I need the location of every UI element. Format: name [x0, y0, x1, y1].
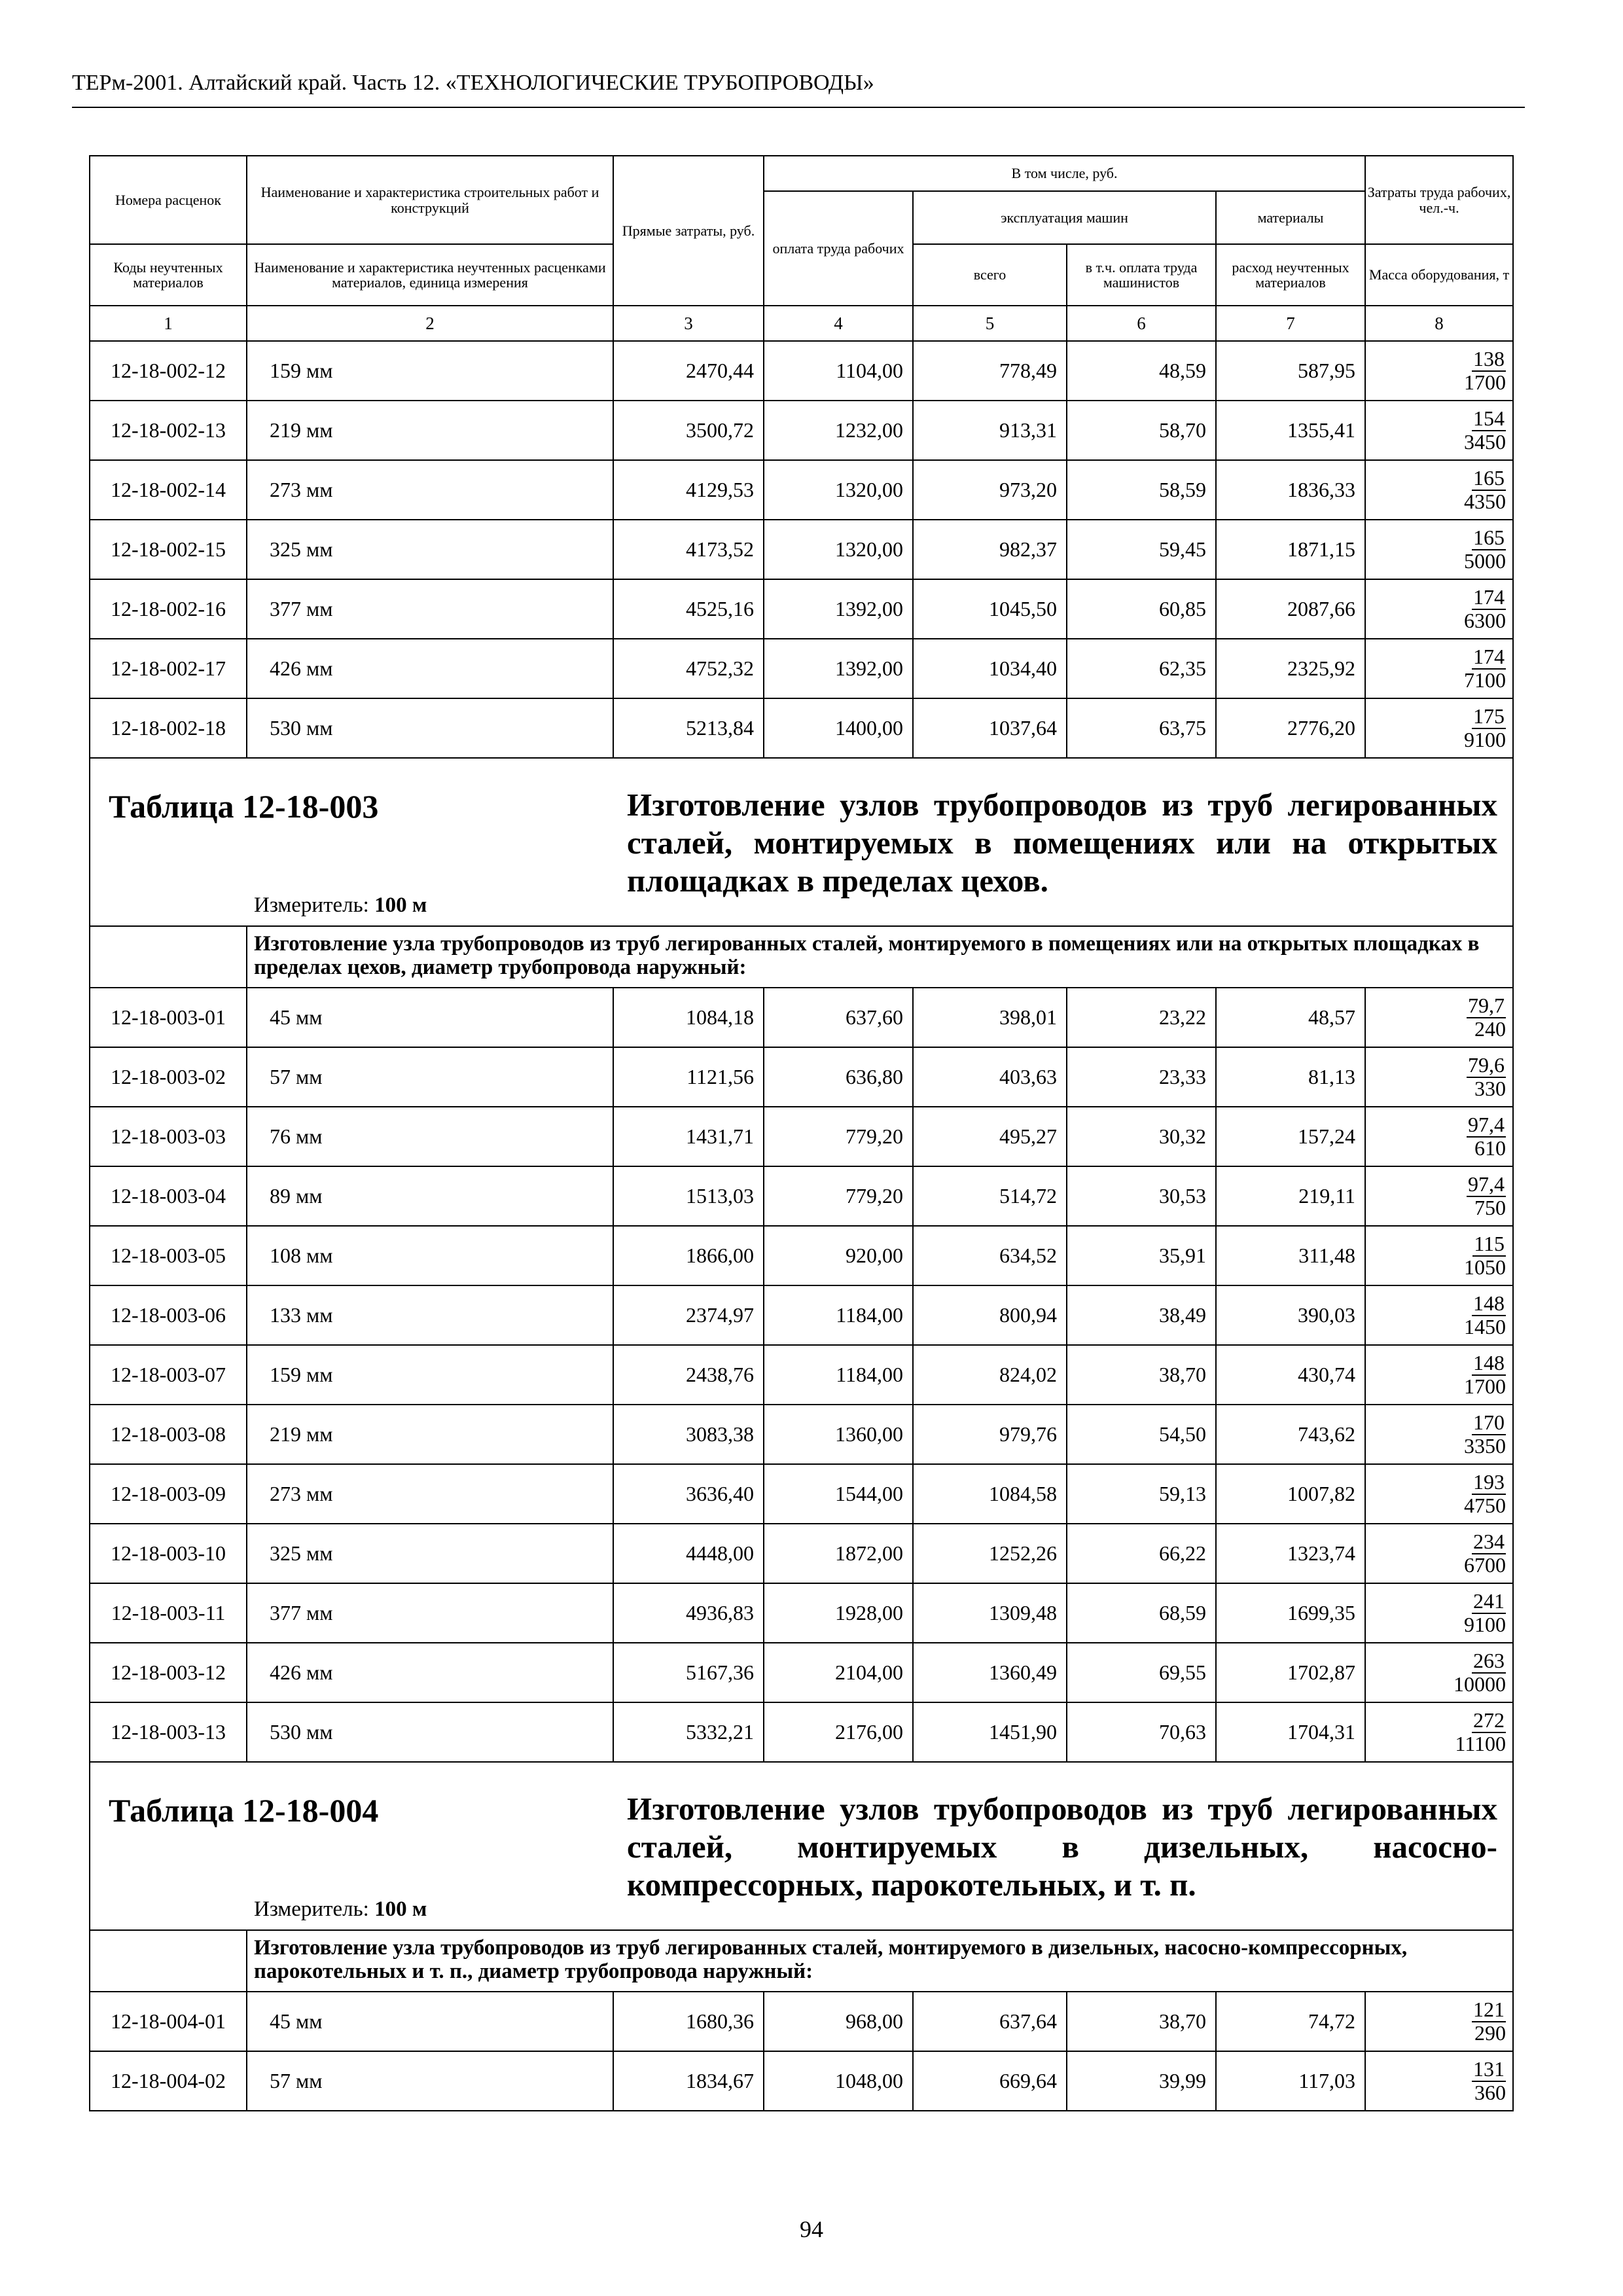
table-row [90, 1345, 1513, 1405]
labor-costs-value: 272 [1473, 1708, 1505, 1732]
rate-code: 12-18-002-13 [90, 401, 247, 460]
labor-mass-fraction [1365, 1405, 1513, 1464]
direct-costs: 3636,40 [613, 1464, 764, 1524]
running-header: ТЕРм-2001. Алтайский край. Часть 12. «ТЕХНОЛОГИЧЕСКИЕ ТРУБОПРОВОДЫ» [72, 71, 874, 95]
direct-costs: 4936,83 [613, 1583, 764, 1643]
col-equipment-mass: Масса оборудования, т [1365, 244, 1513, 306]
machinist-pay: 23,33 [1067, 1047, 1216, 1107]
materials-cost: 1699,35 [1216, 1583, 1365, 1643]
rate-code: 12-18-002-14 [90, 460, 247, 520]
labor-costs-value: 165 [1473, 525, 1505, 549]
labor-pay: 2176,00 [764, 1702, 913, 1762]
machines-total: 1451,90 [913, 1702, 1067, 1762]
materials-cost: 1007,82 [1216, 1464, 1365, 1524]
col-machinist-pay: в т.ч. оплата труда машинистов [1067, 244, 1216, 306]
machines-total: 1084,58 [913, 1464, 1067, 1524]
machinist-pay: 62,35 [1067, 639, 1216, 698]
materials-cost: 1836,33 [1216, 460, 1365, 520]
machines-total: 1309,48 [913, 1583, 1067, 1643]
machinist-pay: 39,99 [1067, 2051, 1216, 2111]
rate-name: 377 мм [247, 1583, 613, 1643]
col-rate-numbers: Номера расценок [90, 156, 247, 244]
table-title-block [90, 758, 1513, 926]
equipment-mass-value: 1700 [1464, 370, 1507, 394]
rate-code: 12-18-003-06 [90, 1285, 247, 1345]
machines-total: 979,76 [913, 1405, 1067, 1464]
materials-cost: 74,72 [1216, 1992, 1365, 2051]
col-machines: эксплуатация машин [913, 191, 1216, 244]
rate-name: 108 мм [247, 1226, 613, 1285]
labor-costs-value: 79,7 [1468, 993, 1505, 1017]
labor-pay: 1184,00 [764, 1285, 913, 1345]
labor-mass-fraction [1365, 460, 1513, 520]
rate-code: 12-18-004-02 [90, 2051, 247, 2111]
column-number: 3 [613, 306, 764, 341]
machinist-pay: 68,59 [1067, 1583, 1216, 1643]
col-including: В том числе, руб. [764, 156, 1365, 191]
labor-costs-value: 97,4 [1468, 1112, 1505, 1136]
direct-costs: 5332,21 [613, 1702, 764, 1762]
table-row [90, 401, 1513, 460]
direct-costs: 3083,38 [613, 1405, 764, 1464]
rate-code: 12-18-003-07 [90, 1345, 247, 1405]
table-row [90, 1702, 1513, 1762]
table-row [90, 1226, 1513, 1285]
rate-name: 426 мм [247, 1643, 613, 1702]
col-machines-total: всего [913, 244, 1067, 306]
labor-costs-value: 148 [1473, 1291, 1505, 1315]
labor-costs-value: 131 [1473, 2056, 1505, 2081]
labor-pay: 1392,00 [764, 579, 913, 639]
table-row [90, 460, 1513, 520]
direct-costs: 1866,00 [613, 1226, 764, 1285]
rate-code: 12-18-003-12 [90, 1643, 247, 1702]
labor-pay: 1184,00 [764, 1345, 913, 1405]
labor-pay: 1232,00 [764, 401, 913, 460]
table-row [90, 988, 1513, 1047]
direct-costs: 1431,71 [613, 1107, 764, 1166]
labor-pay: 1320,00 [764, 460, 913, 520]
rate-name: 219 мм [247, 401, 613, 460]
direct-costs: 2374,97 [613, 1285, 764, 1345]
materials-cost: 2087,66 [1216, 579, 1365, 639]
col-name-materials: Наименование и характеристика неучтенных расценками материалов, единица измерения [247, 244, 613, 306]
direct-costs: 4448,00 [613, 1524, 764, 1583]
machinist-pay: 66,22 [1067, 1524, 1216, 1583]
column-number: 6 [1067, 306, 1216, 341]
labor-costs-value: 121 [1473, 1997, 1505, 2021]
col-materials: материалы [1216, 191, 1365, 244]
machinist-pay: 38,49 [1067, 1285, 1216, 1345]
labor-mass-fraction [1365, 1166, 1513, 1226]
column-number: 4 [764, 306, 913, 341]
labor-mass-fraction [1365, 341, 1513, 401]
direct-costs: 1121,56 [613, 1047, 764, 1107]
col-name-works: Наименование и характеристика строительных работ и конструкций [247, 156, 613, 244]
labor-costs-value: 174 [1473, 584, 1505, 609]
col-unaccounted-materials: расход неучтенных материалов [1216, 244, 1365, 306]
rate-name: 57 мм [247, 2051, 613, 2111]
labor-pay: 1320,00 [764, 520, 913, 579]
rate-code: 12-18-003-01 [90, 988, 247, 1047]
rate-name: 159 мм [247, 341, 613, 401]
machines-total: 398,01 [913, 988, 1067, 1047]
equipment-mass-value: 360 [1474, 2080, 1507, 2104]
labor-costs-value: 241 [1473, 1588, 1505, 1613]
machinist-pay: 30,53 [1067, 1166, 1216, 1226]
column-number: 8 [1365, 306, 1513, 341]
table-row [90, 1405, 1513, 1464]
materials-cost: 1323,74 [1216, 1524, 1365, 1583]
table-name: Таблица 12-18-003 [109, 788, 379, 825]
labor-pay: 1928,00 [764, 1583, 913, 1643]
labor-costs-value: 234 [1473, 1529, 1505, 1553]
table-row [90, 1464, 1513, 1524]
col-direct-costs: Прямые затраты, руб. [613, 156, 764, 306]
labor-mass-fraction [1365, 1524, 1513, 1583]
direct-costs: 3500,72 [613, 401, 764, 460]
equipment-mass-value: 9100 [1464, 727, 1507, 751]
rates-table [89, 155, 1514, 2111]
equipment-mass-value: 4350 [1464, 489, 1507, 513]
equipment-mass-value: 3350 [1464, 1433, 1507, 1458]
materials-cost: 48,57 [1216, 988, 1365, 1047]
machines-total: 982,37 [913, 520, 1067, 579]
unit-value: 100 м [374, 1897, 427, 1921]
materials-cost: 2325,92 [1216, 639, 1365, 698]
rate-code: 12-18-004-01 [90, 1992, 247, 2051]
labor-mass-fraction [1365, 988, 1513, 1047]
materials-cost: 81,13 [1216, 1047, 1365, 1107]
rate-code: 12-18-003-02 [90, 1047, 247, 1107]
rate-code: 12-18-002-12 [90, 341, 247, 401]
rate-code: 12-18-003-05 [90, 1226, 247, 1285]
equipment-mass-value: 610 [1474, 1136, 1507, 1160]
table-row [90, 639, 1513, 698]
rate-name: 377 мм [247, 579, 613, 639]
labor-pay: 2104,00 [764, 1643, 913, 1702]
machines-total: 824,02 [913, 1345, 1067, 1405]
table-title-block [90, 1762, 1513, 1930]
machines-total: 1045,50 [913, 579, 1067, 639]
labor-costs-value: 175 [1473, 704, 1505, 728]
rate-name: 325 мм [247, 520, 613, 579]
materials-cost: 587,95 [1216, 341, 1365, 401]
labor-costs-value: 263 [1473, 1648, 1505, 1672]
labor-costs-value: 165 [1473, 465, 1505, 490]
table-row [90, 1643, 1513, 1702]
equipment-mass-value: 330 [1474, 1076, 1507, 1100]
equipment-mass-value: 9100 [1464, 1612, 1507, 1636]
table-row [90, 1583, 1513, 1643]
rate-code: 12-18-003-11 [90, 1583, 247, 1643]
direct-costs: 2438,76 [613, 1345, 764, 1405]
direct-costs: 5167,36 [613, 1643, 764, 1702]
labor-costs-value: 148 [1473, 1350, 1505, 1374]
direct-costs: 4173,52 [613, 520, 764, 579]
equipment-mass-value: 1450 [1464, 1314, 1507, 1338]
machines-total: 973,20 [913, 460, 1067, 520]
machines-total: 514,72 [913, 1166, 1067, 1226]
equipment-mass-value: 5000 [1464, 548, 1507, 573]
rate-name: 45 мм [247, 1992, 613, 2051]
labor-costs-value: 115 [1474, 1231, 1505, 1255]
labor-pay: 920,00 [764, 1226, 913, 1285]
machinist-pay: 23,22 [1067, 988, 1216, 1047]
labor-mass-fraction [1365, 520, 1513, 579]
machinist-pay: 70,63 [1067, 1702, 1216, 1762]
labor-pay: 1048,00 [764, 2051, 913, 2111]
labor-mass-fraction [1365, 1345, 1513, 1405]
machines-total: 634,52 [913, 1226, 1067, 1285]
labor-pay: 636,80 [764, 1047, 913, 1107]
equipment-mass-value: 6700 [1464, 1552, 1507, 1577]
column-number: 7 [1216, 306, 1365, 341]
materials-cost: 311,48 [1216, 1226, 1365, 1285]
machines-total: 669,64 [913, 2051, 1067, 2111]
table-row [90, 520, 1513, 579]
section-title: Изготовление узла трубопроводов из труб легированных сталей, монтируемого в помещениях или на открытых площадках в пределах цехов, диаметр трубопровода наружный: [247, 926, 1513, 988]
rate-code: 12-18-002-16 [90, 579, 247, 639]
col-labor-costs: Затраты труда рабочих, чел.-ч. [1365, 156, 1513, 244]
equipment-mass-value: 3450 [1464, 429, 1507, 454]
table-row [90, 2051, 1513, 2111]
direct-costs: 1680,36 [613, 1992, 764, 2051]
machinist-pay: 54,50 [1067, 1405, 1216, 1464]
labor-mass-fraction [1365, 1464, 1513, 1524]
unit-value: 100 м [374, 893, 427, 917]
table-row [90, 698, 1513, 758]
machinist-pay: 30,32 [1067, 1107, 1216, 1166]
equipment-mass-value: 6300 [1464, 608, 1507, 632]
materials-cost: 743,62 [1216, 1405, 1365, 1464]
table-row [90, 1047, 1513, 1107]
machinist-pay: 38,70 [1067, 1992, 1216, 2051]
unit-of-measure [254, 1897, 427, 1922]
rate-name: 530 мм [247, 1702, 613, 1762]
table-row [90, 1107, 1513, 1166]
equipment-mass-value: 4750 [1464, 1493, 1507, 1517]
table-title-row [90, 758, 1513, 926]
labor-mass-fraction [1365, 639, 1513, 698]
labor-costs-value: 154 [1473, 406, 1505, 430]
machinist-pay: 69,55 [1067, 1643, 1216, 1702]
direct-costs: 5213,84 [613, 698, 764, 758]
equipment-mass-value: 11100 [1455, 1731, 1507, 1755]
rate-code: 12-18-003-09 [90, 1464, 247, 1524]
machinist-pay: 35,91 [1067, 1226, 1216, 1285]
section-row [90, 926, 1513, 988]
labor-pay: 1544,00 [764, 1464, 913, 1524]
table-row [90, 1285, 1513, 1345]
column-number: 5 [913, 306, 1067, 341]
machinist-pay: 59,45 [1067, 520, 1216, 579]
table-row [90, 341, 1513, 401]
labor-mass-fraction [1365, 579, 1513, 639]
section-title: Изготовление узла трубопроводов из труб легированных сталей, монтируемого в дизельных, насосно-компрессорных, парокотельных и т. п., диаметр трубопровода наружный: [247, 1930, 1513, 1992]
table-row [90, 1524, 1513, 1583]
labor-mass-fraction [1365, 1583, 1513, 1643]
table-row [90, 579, 1513, 639]
machines-total: 778,49 [913, 341, 1067, 401]
materials-cost: 430,74 [1216, 1345, 1365, 1405]
machinist-pay: 63,75 [1067, 698, 1216, 758]
labor-mass-fraction [1365, 1107, 1513, 1166]
table-description: Изготовление узлов трубопроводов из труб легированных сталей, монтируемых в дизельных, насосно-компрессорных, парокотельных, и т. п. [627, 1791, 1497, 1903]
unit-of-measure [254, 893, 427, 918]
rate-name: 89 мм [247, 1166, 613, 1226]
section-row [90, 1930, 1513, 1992]
materials-cost: 1871,15 [1216, 520, 1365, 579]
materials-cost: 157,24 [1216, 1107, 1365, 1166]
materials-cost: 390,03 [1216, 1285, 1365, 1345]
equipment-mass-value: 7100 [1464, 668, 1507, 692]
labor-costs-value: 170 [1473, 1410, 1505, 1434]
rate-code: 12-18-003-03 [90, 1107, 247, 1166]
direct-costs: 1084,18 [613, 988, 764, 1047]
machines-total: 637,64 [913, 1992, 1067, 2051]
unit-label: Измеритель: [254, 1897, 369, 1921]
machinist-pay: 38,70 [1067, 1345, 1216, 1405]
direct-costs: 1513,03 [613, 1166, 764, 1226]
rate-name: 57 мм [247, 1047, 613, 1107]
machines-total: 403,63 [913, 1047, 1067, 1107]
labor-costs-value: 138 [1473, 346, 1505, 370]
rate-code: 12-18-002-18 [90, 698, 247, 758]
rate-code: 12-18-003-04 [90, 1166, 247, 1226]
labor-pay: 1392,00 [764, 639, 913, 698]
equipment-mass-value: 1050 [1464, 1255, 1507, 1279]
unit-label: Измеритель: [254, 893, 369, 917]
materials-cost: 1355,41 [1216, 401, 1365, 460]
rate-name: 133 мм [247, 1285, 613, 1345]
materials-cost: 1702,87 [1216, 1643, 1365, 1702]
table-title-row [90, 1762, 1513, 1930]
materials-cost: 2776,20 [1216, 698, 1365, 758]
labor-pay: 779,20 [764, 1166, 913, 1226]
column-number: 2 [247, 306, 613, 341]
table-row [90, 1166, 1513, 1226]
labor-pay: 968,00 [764, 1992, 913, 2051]
table-name: Таблица 12-18-004 [109, 1792, 379, 1829]
machines-total: 1252,26 [913, 1524, 1067, 1583]
equipment-mass-value: 240 [1474, 1016, 1507, 1041]
rate-name: 76 мм [247, 1107, 613, 1166]
labor-mass-fraction [1365, 698, 1513, 758]
labor-costs-value: 193 [1473, 1469, 1505, 1494]
labor-costs-value: 97,4 [1468, 1172, 1505, 1196]
labor-mass-fraction [1365, 1643, 1513, 1702]
machinist-pay: 59,13 [1067, 1464, 1216, 1524]
rate-name: 45 мм [247, 988, 613, 1047]
rate-code: 12-18-003-13 [90, 1702, 247, 1762]
rate-code: 12-18-002-15 [90, 520, 247, 579]
materials-cost: 117,03 [1216, 2051, 1365, 2111]
rate-name: 530 мм [247, 698, 613, 758]
equipment-mass-value: 10000 [1454, 1672, 1507, 1696]
labor-mass-fraction [1365, 1702, 1513, 1762]
rate-name: 273 мм [247, 460, 613, 520]
section-spacer [90, 926, 247, 988]
machines-total: 800,94 [913, 1285, 1067, 1345]
labor-pay: 1872,00 [764, 1524, 913, 1583]
equipment-mass-value: 1700 [1464, 1374, 1507, 1398]
machinist-pay: 58,70 [1067, 401, 1216, 460]
labor-mass-fraction [1365, 1226, 1513, 1285]
labor-mass-fraction [1365, 2051, 1513, 2111]
machinist-pay: 60,85 [1067, 579, 1216, 639]
column-number: 1 [90, 306, 247, 341]
labor-mass-fraction [1365, 401, 1513, 460]
labor-pay: 1400,00 [764, 698, 913, 758]
machinist-pay: 58,59 [1067, 460, 1216, 520]
materials-cost: 1704,31 [1216, 1702, 1365, 1762]
labor-costs-value: 79,6 [1468, 1052, 1505, 1077]
labor-costs-value: 174 [1473, 644, 1505, 668]
labor-pay: 779,20 [764, 1107, 913, 1166]
column-numbers-row [90, 306, 1513, 341]
rate-name: 426 мм [247, 639, 613, 698]
col-codes-materials: Коды неучтенных материалов [90, 244, 247, 306]
labor-pay: 637,60 [764, 988, 913, 1047]
rate-name: 273 мм [247, 1464, 613, 1524]
direct-costs: 4525,16 [613, 579, 764, 639]
direct-costs: 2470,44 [613, 341, 764, 401]
header-rule [72, 107, 1525, 108]
materials-cost: 219,11 [1216, 1166, 1365, 1226]
labor-mass-fraction [1365, 1047, 1513, 1107]
labor-mass-fraction [1365, 1285, 1513, 1345]
equipment-mass-value: 750 [1474, 1195, 1507, 1219]
labor-mass-fraction [1365, 1992, 1513, 2051]
machines-total: 1360,49 [913, 1643, 1067, 1702]
equipment-mass-value: 290 [1474, 2020, 1507, 2045]
machines-total: 495,27 [913, 1107, 1067, 1166]
rate-code: 12-18-002-17 [90, 639, 247, 698]
machines-total: 913,31 [913, 401, 1067, 460]
table-row [90, 1992, 1513, 2051]
rate-code: 12-18-003-10 [90, 1524, 247, 1583]
direct-costs: 1834,67 [613, 2051, 764, 2111]
rate-name: 159 мм [247, 1345, 613, 1405]
direct-costs: 4129,53 [613, 460, 764, 520]
labor-pay: 1360,00 [764, 1405, 913, 1464]
table-description: Изготовление узлов трубопроводов из труб легированных сталей, монтируемых в помещениях или на открытых площадках в пределах цехов. [627, 787, 1497, 899]
section-spacer [90, 1930, 247, 1992]
labor-pay: 1104,00 [764, 341, 913, 401]
machines-total: 1034,40 [913, 639, 1067, 698]
direct-costs: 4752,32 [613, 639, 764, 698]
page-number: 94 [800, 2216, 823, 2242]
col-labor-pay: оплата труда рабочих [764, 191, 913, 306]
rate-name: 325 мм [247, 1524, 613, 1583]
machinist-pay: 48,59 [1067, 341, 1216, 401]
machines-total: 1037,64 [913, 698, 1067, 758]
rate-code: 12-18-003-08 [90, 1405, 247, 1464]
rate-name: 219 мм [247, 1405, 613, 1464]
